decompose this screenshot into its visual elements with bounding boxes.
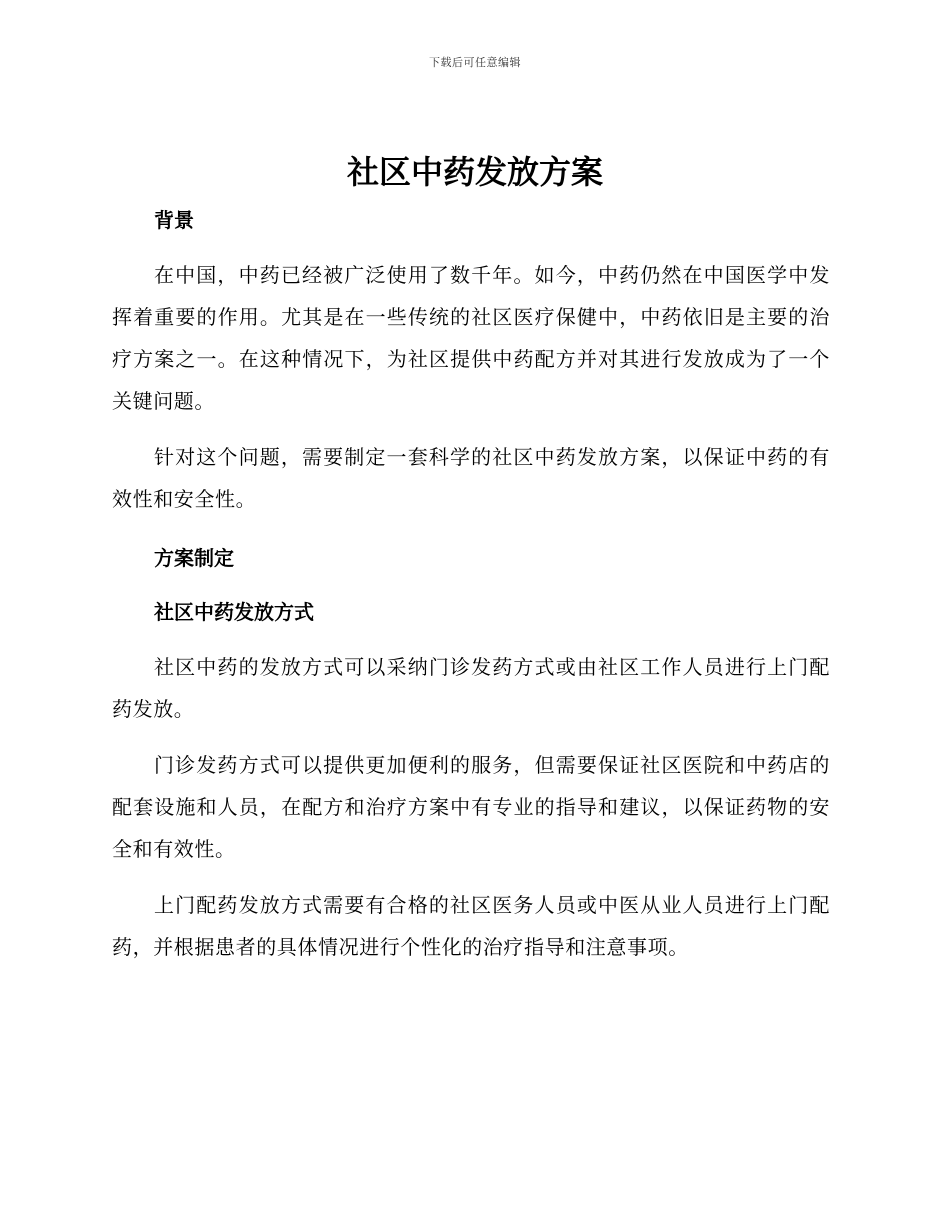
header-note: 下载后可任意编辑: [429, 56, 521, 69]
paragraph-method-1: 社区中药的发放方式可以采纳门诊发药方式或由社区工作人员进行上门配药发放。: [112, 655, 830, 721]
section-heading-background: 背景: [154, 208, 194, 232]
paragraph-method-2: 门诊发药方式可以提供更加便利的服务，但需要保证社区医院和中药店的配套设施和人员，在配方和治疗方案中有专业的指导和建议，以保证药物的安全和有效性。: [112, 753, 830, 861]
paragraph-background-1: 在中国，中药已经被广泛使用了数千年。如今，中药仍然在中国医学中发挥着重要的作用。尤其是在一些传统的社区医疗保健中，中药依旧是主要的治疗方案之一。在这种情况下，为社区提供中药配方并对其进行发放成为了一个关键问题。: [112, 263, 830, 413]
section-heading-plan: 方案制定: [154, 546, 234, 570]
paragraph-background-2: 针对这个问题，需要制定一套科学的社区中药发放方案，以保证中药的有效性和安全性。: [112, 445, 830, 511]
section-heading-method: 社区中药发放方式: [154, 600, 314, 624]
document-title: 社区中药发放方案: [346, 153, 603, 191]
paragraph-method-3: 上门配药发放方式需要有合格的社区医务人员或中医从业人员进行上门配药，并根据患者的具体情况进行个性化的治疗指导和注意事项。: [112, 893, 830, 959]
document-body: [112, 200, 830, 968]
